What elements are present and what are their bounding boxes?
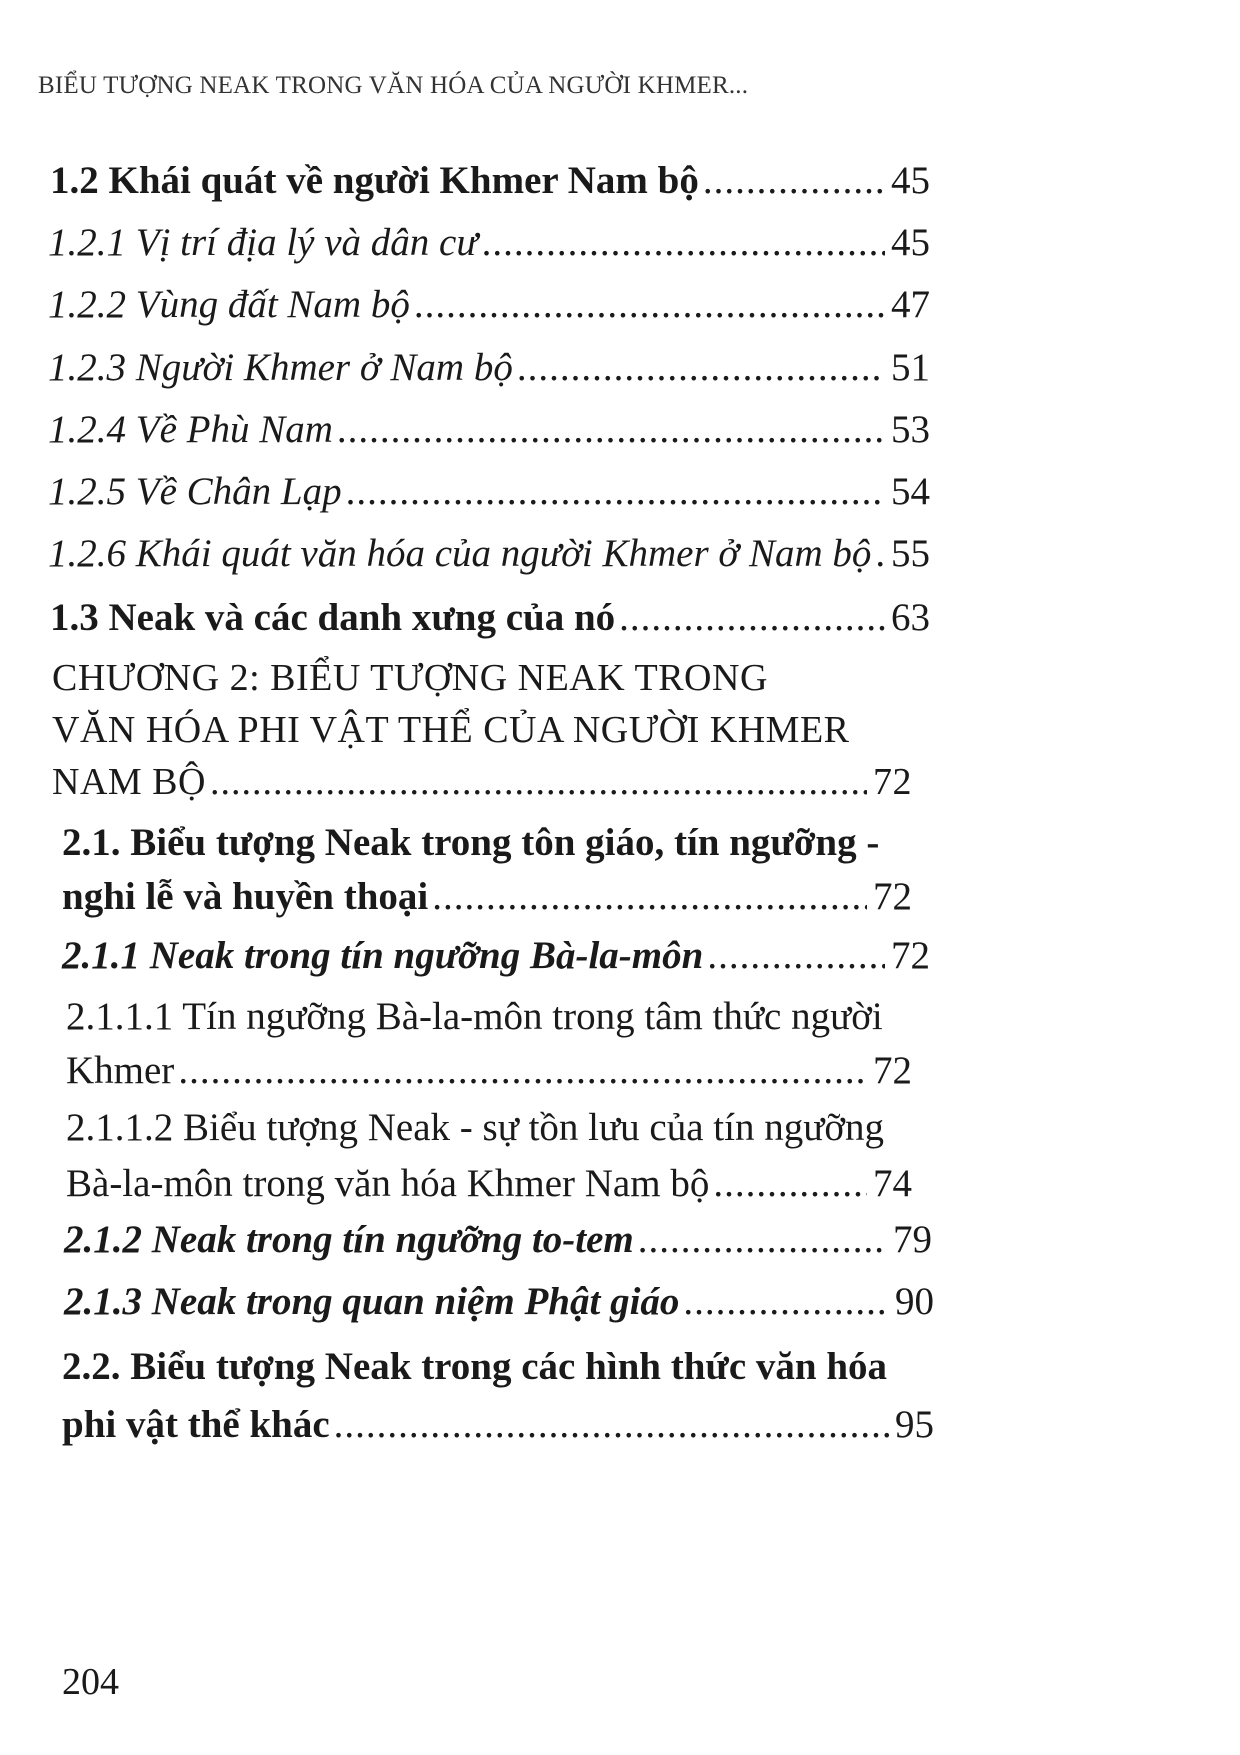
running-header: BIỂU TƯỢNG NEAK TRONG VĂN HÓA CỦA NGƯỜI KHMER... xyxy=(38,72,749,99)
toc-entry xyxy=(48,215,930,271)
toc-entry-page: 95 xyxy=(895,1403,934,1446)
toc-entry-page: 72 xyxy=(891,934,930,977)
toc-entry-title-line: Bà-la-môn trong văn hóa Khmer Nam bộ xyxy=(66,1162,710,1205)
toc-entry-title: 1.2.2 Vùng đất Nam bộ xyxy=(48,283,410,326)
toc-entry-title-line: 2.1. Biểu tượng Neak trong tôn giáo, tín ngưỡng - xyxy=(62,821,880,864)
toc-entry-title-line: Khmer xyxy=(66,1049,175,1092)
dot-leader xyxy=(414,277,885,333)
toc-entry xyxy=(48,526,930,582)
toc-entry-title: 1.2 Khái quát về người Khmer Nam bộ xyxy=(50,159,699,202)
toc-entry-title: 2.1.2 Neak trong tín ngưỡng to-tem xyxy=(64,1218,634,1261)
toc-entry xyxy=(48,402,930,458)
dot-leader xyxy=(875,526,885,582)
dot-leader xyxy=(619,590,885,646)
dot-leader xyxy=(683,1274,889,1330)
toc-entry-title: 1.2.1 Vị trí địa lý và dân cư xyxy=(48,221,478,264)
dot-leader xyxy=(346,464,885,520)
dot-leader xyxy=(432,870,867,924)
page-number: 204 xyxy=(62,1661,119,1703)
toc-entry-title-line: phi vật thể khác xyxy=(62,1403,330,1446)
toc-entry-title: 1.2.6 Khái quát văn hóa của người Khmer ở Nam bộ xyxy=(48,532,872,575)
toc-entry-title-line: 2.1.1.1 Tín ngưỡng Bà-la-môn trong tâm thức người xyxy=(66,995,883,1038)
dot-leader xyxy=(337,402,885,458)
toc-entry xyxy=(62,928,930,984)
toc-entry-page: 51 xyxy=(891,346,930,389)
toc-entry xyxy=(64,1212,932,1268)
toc-entry-title: 1.3 Neak và các danh xưng của nó xyxy=(50,596,616,639)
toc-entry-page: 55 xyxy=(891,532,930,575)
dot-leader xyxy=(707,928,885,984)
toc-entry-title: 2.1.3 Neak trong quan niệm Phật giáo xyxy=(64,1280,680,1323)
dot-leader xyxy=(178,1044,867,1098)
dot-leader xyxy=(703,153,885,209)
toc-entry-title-line: nghi lễ và huyền thoại xyxy=(62,875,429,918)
toc-entry xyxy=(48,340,930,396)
toc-entry-page: 45 xyxy=(891,159,930,202)
toc-entry-title: 2.1.1 Neak trong tín ngưỡng Bà-la-môn xyxy=(62,934,704,977)
toc-entry xyxy=(62,1338,934,1454)
toc-entry-page: 53 xyxy=(891,408,930,451)
toc-entry xyxy=(48,464,930,520)
toc-entry xyxy=(48,277,930,333)
dot-leader xyxy=(517,340,885,396)
toc-entry-title-line: VĂN HÓA PHI VẬT THỂ CỦA NGƯỜI KHMER xyxy=(52,709,850,751)
toc-entry-title: 1.2.4 Về Phù Nam xyxy=(48,408,333,451)
toc-entry xyxy=(66,1100,912,1212)
toc-entry-page: 90 xyxy=(895,1280,934,1323)
toc-entry-page: 72 xyxy=(873,875,912,918)
toc-entry-page: 74 xyxy=(873,1162,912,1205)
dot-leader xyxy=(334,1396,889,1454)
toc-entry-page: 45 xyxy=(891,221,930,264)
toc-entry-chapter xyxy=(52,652,912,808)
toc-entry-page: 47 xyxy=(891,283,930,326)
dot-leader xyxy=(638,1212,887,1268)
toc-entry-title-line: 2.1.1.2 Biểu tượng Neak - sự tồn lưu của tín ngưỡng xyxy=(66,1106,884,1149)
toc-entry-page: 72 xyxy=(873,1049,912,1092)
toc-entry-page: 63 xyxy=(891,596,930,639)
toc-entry-title: 1.2.3 Người Khmer ở Nam bộ xyxy=(48,346,513,389)
toc-entry-title-line: 2.2. Biểu tượng Neak trong các hình thức văn hóa xyxy=(62,1345,888,1388)
toc-entry-page: 72 xyxy=(873,761,912,803)
toc-entry-title: 1.2.5 Về Chân Lạp xyxy=(48,470,342,513)
toc-entry xyxy=(66,990,912,1098)
dot-leader xyxy=(713,1156,867,1212)
toc-entry xyxy=(50,153,930,209)
dot-leader xyxy=(482,215,885,271)
toc-entry-title-line: CHƯƠNG 2: BIỂU TƯỢNG NEAK TRONG xyxy=(52,657,768,699)
dot-leader xyxy=(210,756,867,808)
toc-entry-page: 54 xyxy=(891,470,930,513)
toc-entry xyxy=(62,816,912,924)
toc-entry-page: 79 xyxy=(893,1218,932,1261)
toc-entry xyxy=(64,1274,934,1330)
toc-entry-title-line: NAM BỘ xyxy=(52,761,206,803)
toc-entry xyxy=(50,590,930,646)
